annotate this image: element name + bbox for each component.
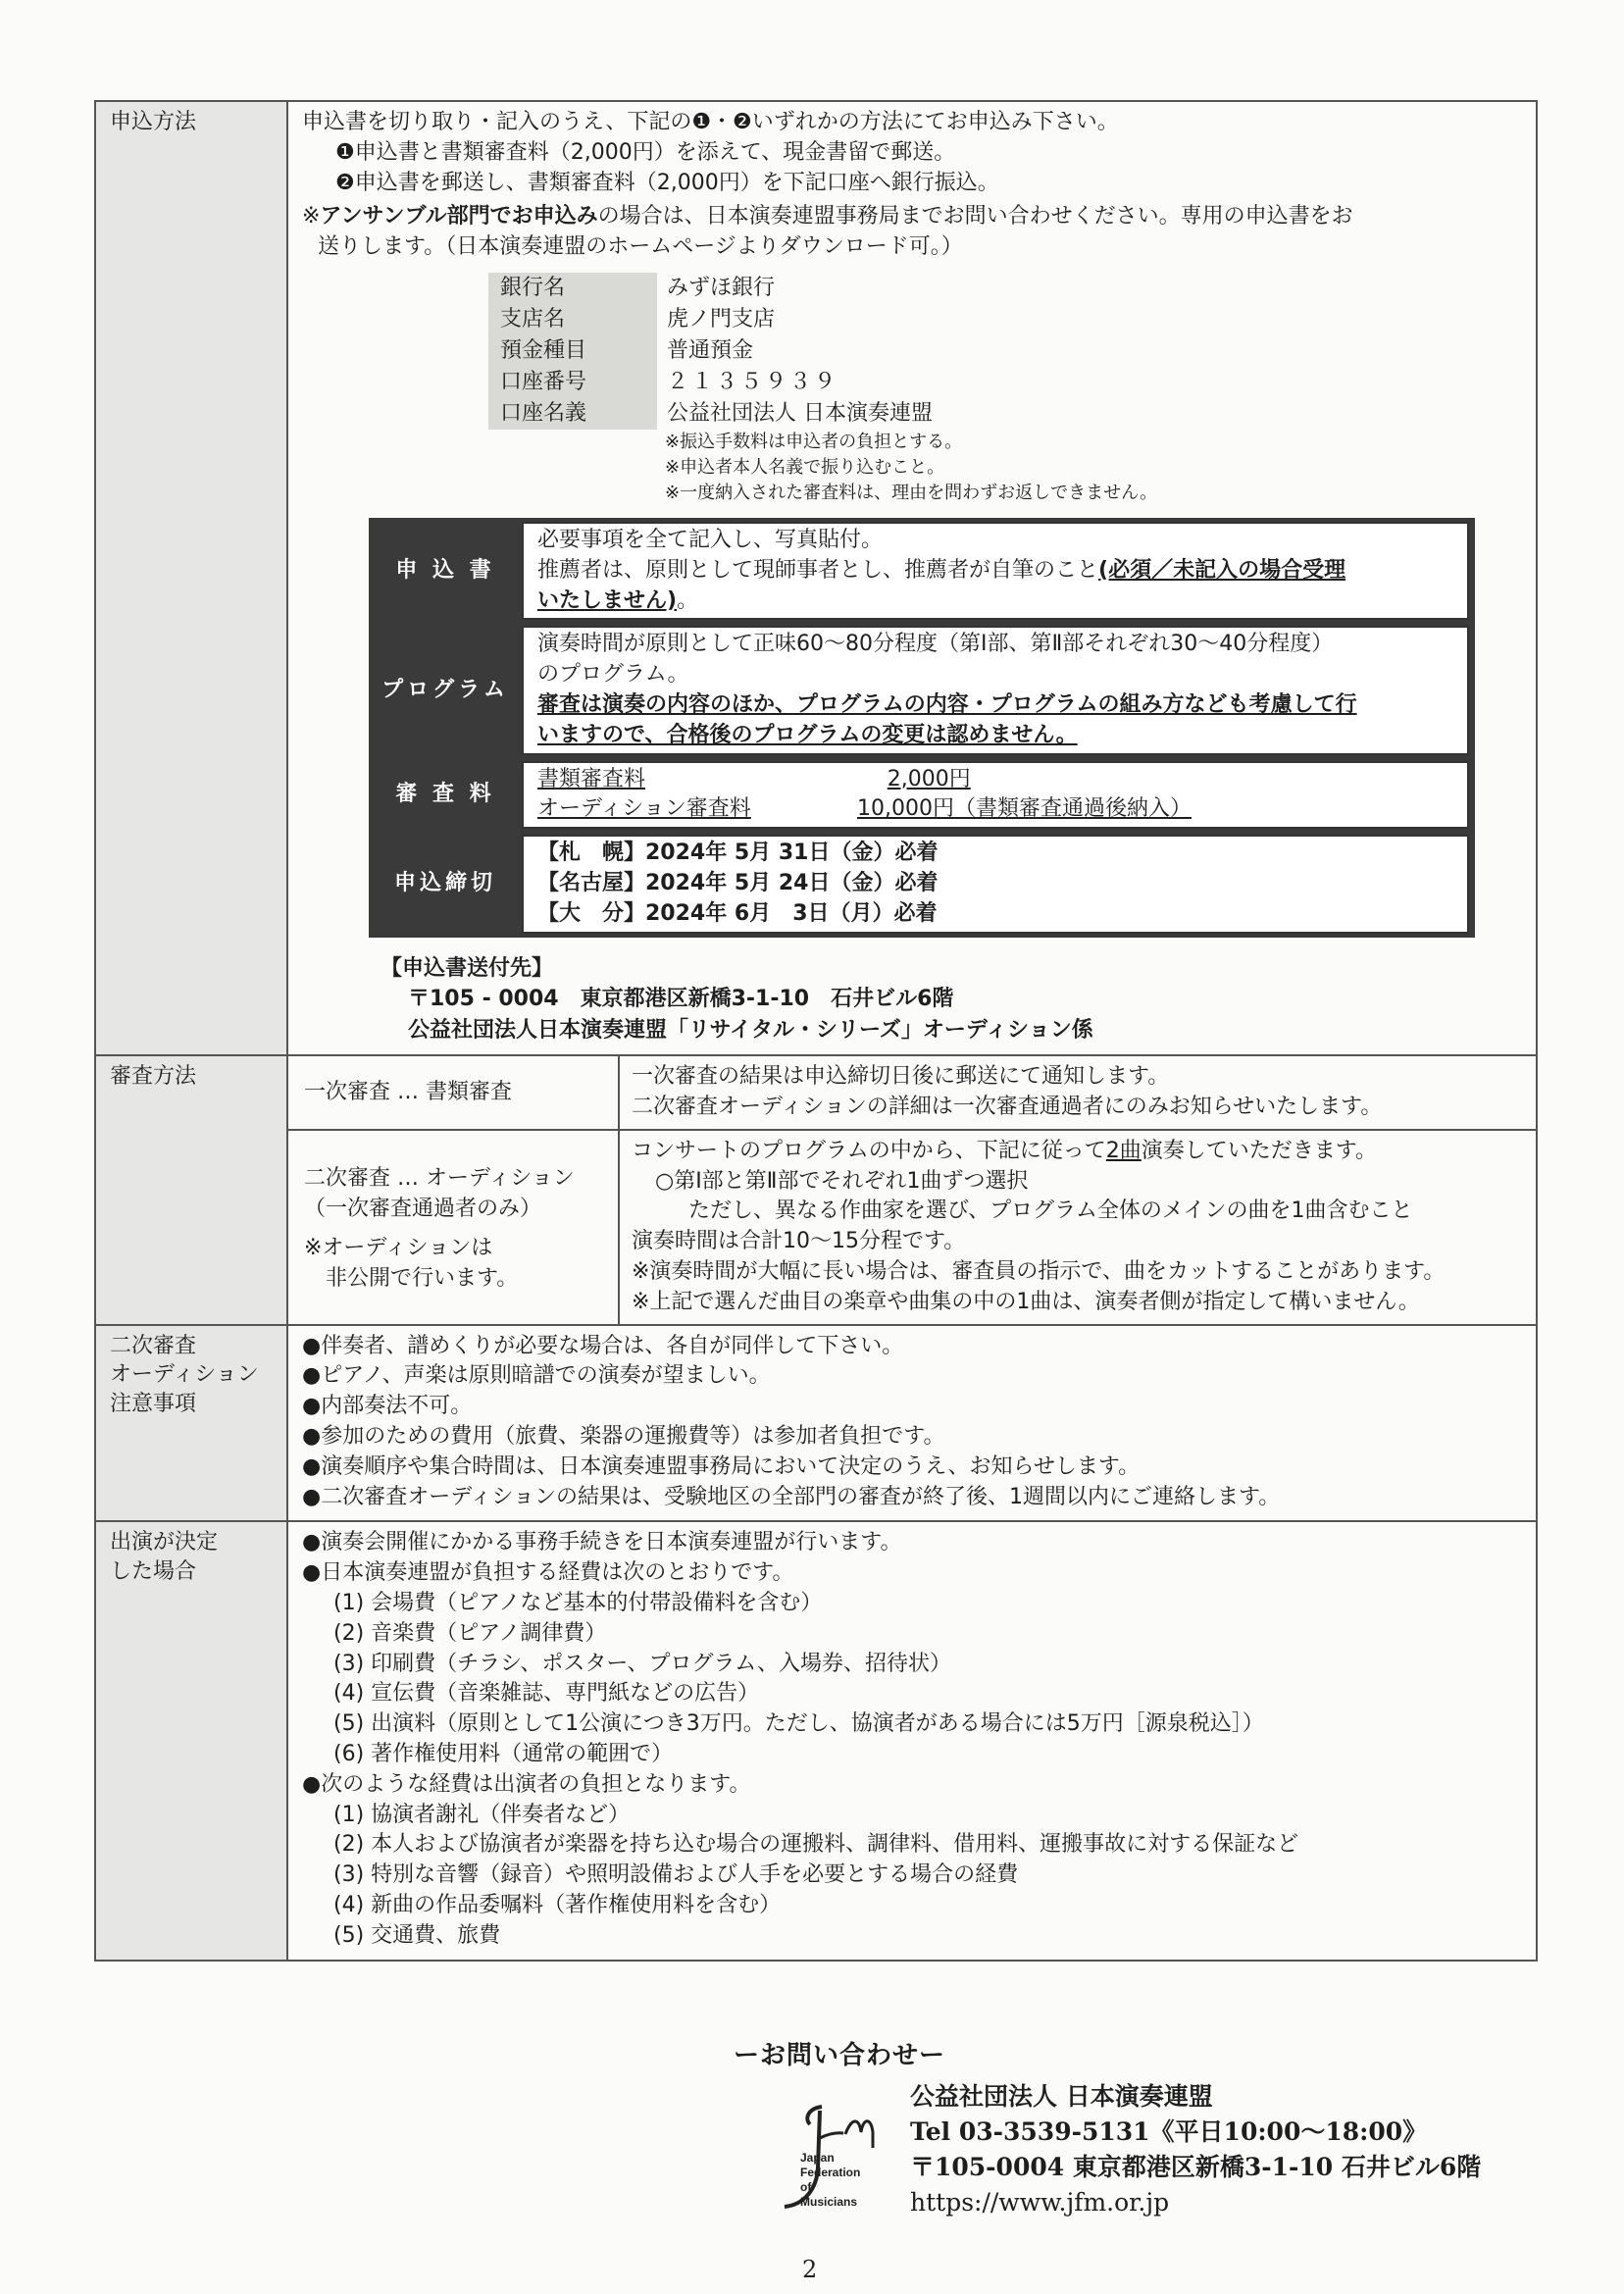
second-screening-title: 二次審査 … オーディション （一次審査通過者のみ） ※オーディションは 非公開で行います。	[288, 1131, 620, 1324]
performance-section	[96, 1522, 1536, 1959]
ensemble-note-bold: アンサンブル部門でお申込み	[320, 204, 598, 229]
fee-line: 書類審査料 2,000円	[537, 766, 971, 791]
deadline-line: 【大 分】2024年 6月 3日（月）必着	[537, 900, 938, 926]
cost-item: (2) 音楽費（ピアノ調律費）	[333, 1620, 607, 1646]
cost-item: (5) 出演料（原則として1公演につき3万円。ただし、協演者がある場合には5万円［源泉税込］）	[333, 1711, 1264, 1737]
logo-text: Japan Federation of Musicians	[800, 2151, 861, 2209]
bank-row: 銀行名 みずほ銀行	[488, 273, 942, 304]
screening-label: 審査方法	[96, 1056, 288, 1323]
screening-section	[96, 1056, 1536, 1325]
form-key: 申 込 書	[395, 557, 495, 583]
bank-row: 口座名義 公益社団法人 日本演奏連盟	[488, 398, 942, 430]
audition-note: ●演奏順序や集合時間は、日本演奏連盟事務局において決定のうえ、お知らせします。	[302, 1453, 1141, 1479]
cost-item: (2) 本人および協演者が楽器を持ち込む場合の運搬料、調律料、借用料、運搬事故に対する保証など	[333, 1832, 1299, 1858]
application-content	[288, 102, 1536, 1054]
contact-details	[910, 2079, 1481, 2220]
program-row	[369, 626, 1469, 754]
bank-row: 預金種目 普通預金	[488, 335, 942, 367]
cost-item: (1) 協演者謝礼（伴奏者など）	[333, 1802, 631, 1827]
program-key: プログラム	[381, 677, 509, 702]
audition-notes-section	[96, 1326, 1536, 1523]
info-table	[94, 100, 1538, 1962]
deadline-row	[369, 835, 1469, 933]
application-section	[96, 102, 1536, 1056]
form-row	[369, 522, 1469, 620]
cost-item: (3) 印刷費（チラシ、ポスター、プログラム、入場券、招待状）	[333, 1651, 951, 1676]
bank-row: 支店名 虎ノ門支店	[488, 304, 942, 335]
application-intro: 申込書を切り取り・記入のうえ、下記の❶・❷いずれかの方法にてお申込み下さい。	[302, 110, 1119, 134]
bank-note: ※振込手数料は申込者の負担とする。	[665, 431, 963, 452]
contact-org: 公益社団法人 日本演奏連盟	[910, 2082, 1213, 2112]
deadline-value	[522, 835, 1469, 933]
bank-note: ※申込者本人名義で振り込むこと。	[665, 456, 945, 478]
cost-item: (5) 交通費、旅費	[333, 1922, 501, 1948]
audition-note: ●参加のための費用（旅費、楽器の運搬費等）は参加者負担です。	[302, 1423, 945, 1449]
bank-note: ※一度納入された審査料は、理由を問わずお返しできません。	[665, 482, 1158, 503]
audition-note: ●伴奏者、譜めくりが必要な場合は、各自が同伴して下さい。	[302, 1333, 904, 1358]
contact-tel: Tel 03-3539-5131《平日10:00〜18:00》	[910, 2117, 1428, 2147]
performance-content: ●演奏会開催にかかる事務手続きを日本演奏連盟が行います。 ●日本演奏連盟が負担する経費は次のとおりです。 (1) 会場費（ピアノなど基本的付帯設備料を含む） (2) 音楽費（ピアノ調律費） (3) 印刷費（チラシ、ポスター、プログラム、入場券、招待状） (4) 宣伝費（音楽雑誌、専門紙などの広告） (5) 出演料（原則として1公演につき3万円。ただし、協演者がある場合には5万円［源泉税込］） (6) 著作権使用料（通常の範囲で） ●次のような経費は出演者の負担となります。 (1) 協演者謝礼（伴奏者など） (2) 本人および協演者が楽器を持ち込む場合の運搬料、調律料、借用料、運搬事故に対する保証など (3) 特別な音響（録音）や照明設備および人手を必要とする場合の経費 (4) 新曲の作品委嘱料（著作権使用料を含む） (5) 交通費、旅費	[288, 1522, 1536, 1959]
contact-url[interactable]: https://www.jfm.or.jp	[910, 2188, 1170, 2218]
audition-notes-label: 二次審査 オーディション 注意事項	[96, 1326, 288, 1521]
requirements-box	[369, 518, 1475, 938]
deadline-line: 【名古屋】2024年 5月 24日（金）必着	[537, 870, 939, 895]
fee-line: オーディション審査料 10,000円（書類審査通過後納入）	[537, 796, 1192, 822]
method-2: ❷申込書を郵送し、書類審査料（2,000円）を下記口座へ銀行振込。	[335, 170, 999, 195]
deadline-line: 【札 幌】2024年 5月 31日（金）必着	[537, 841, 939, 866]
cost-item: (4) 新曲の作品委嘱料（著作権使用料を含む）	[333, 1892, 782, 1917]
second-screening-detail: コンサートのプログラムの中から、下記に従って2曲演奏していただきます。 ○第Ⅰ部と第Ⅱ部でそれぞれ1曲ずつ選択 ただし、異なる作曲家を選び、プログラム全体のメインの曲を1曲含むこと 演奏時間は合計10〜15分程です。 ※演奏時間が大幅に長い場合は、審査員の指示で、曲をカットすることがあります。 ※上記で選んだ曲目の楽章や曲集の中の1曲は、演奏者側が指定して構いません。	[632, 1138, 1446, 1314]
application-label: 申込方法	[96, 102, 288, 1054]
cost-item: (6) 著作権使用料（通常の範囲で）	[333, 1741, 674, 1766]
bank-row: 口座番号 ２１３５９３９	[488, 367, 942, 398]
form-value: 必要事項を全て記入し、写真貼付。 推薦者は、原則として現師事者とし、推薦者が自筆のこと(必須／未記入の場合受理 いたしません)。	[522, 522, 1469, 620]
ensemble-note-line2: 送りします。（日本演奏連盟のホームページよりダウンロード可。）	[318, 234, 963, 260]
method-1: ❶申込書と書類審査料（2,000円）を添えて、現金書留で郵送。	[335, 139, 956, 165]
bank-account-table	[488, 273, 942, 430]
cost-item: (1) 会場費（ピアノなど基本的付帯設備料を含む）	[333, 1590, 823, 1615]
mailing-address: 【申込書送付先】 〒105 - 0004 東京都港区新橋3-1-10 石井ビル6階 公益社団法人日本演奏連盟「リサイタル・シリーズ」オーディション係	[381, 955, 1093, 1044]
deadline-key: 申込締切	[393, 870, 496, 895]
first-screening-title: 一次審査 … 書類審査	[288, 1056, 620, 1129]
first-screening-detail: 一次審査の結果は申込締切日後に郵送にて通知します。 二次審査オーディションの詳細は一次審査通過者にのみお知らせいたします。	[632, 1064, 1383, 1120]
performance-label: 出演が決定 した場合	[96, 1522, 288, 1959]
screening-grid	[288, 1056, 1536, 1323]
audition-note: ●内部奏法不可。	[302, 1394, 473, 1419]
bank-notes	[665, 430, 1524, 506]
screening-content	[288, 1056, 1536, 1323]
fee-row	[369, 761, 1469, 830]
first-screening-row	[288, 1056, 1536, 1131]
page-number: 2	[802, 2256, 818, 2283]
ensemble-note: ※アンサンブル部門でお申込みの場合は、日本演奏連盟事務局までお問い合わせください。専用の申込書をお	[302, 204, 1353, 229]
performer-costs	[302, 1801, 1524, 1952]
contact-title: ーお問い合わせー	[734, 2041, 946, 2070]
second-screening-row	[288, 1131, 1536, 1324]
audition-notes-content	[288, 1326, 1536, 1521]
federation-costs	[302, 1589, 1524, 1770]
fee-value	[522, 761, 1469, 830]
program-value: 演奏時間が原則として正味60〜80分程度（第Ⅰ部、第Ⅱ部それぞれ30〜40分程度） のプログラム。 審査は演奏の内容のほか、プログラムの内容・プログラムの組み方なども考慮して行 いますので、合格後のプログラムの変更は認めません。	[522, 626, 1469, 754]
contact-address: 〒105-0004 東京都港区新橋3-1-10 石井ビル6階	[910, 2153, 1482, 2182]
cost-item: (4) 宣伝費（音楽雑誌、専門紙などの広告）	[333, 1681, 760, 1707]
audition-note: ●二次審査オーディションの結果は、受験地区の全部門の審査が終了後、1週間以内にご連絡します。	[302, 1484, 1281, 1509]
fee-key: 審 査 料	[395, 781, 495, 806]
cost-item: (3) 特別な音響（録音）や照明設備および人手を必要とする場合の経費	[333, 1862, 1019, 1888]
audition-note: ●ピアノ、声楽は原則暗譜での演奏が望ましい。	[302, 1363, 771, 1389]
